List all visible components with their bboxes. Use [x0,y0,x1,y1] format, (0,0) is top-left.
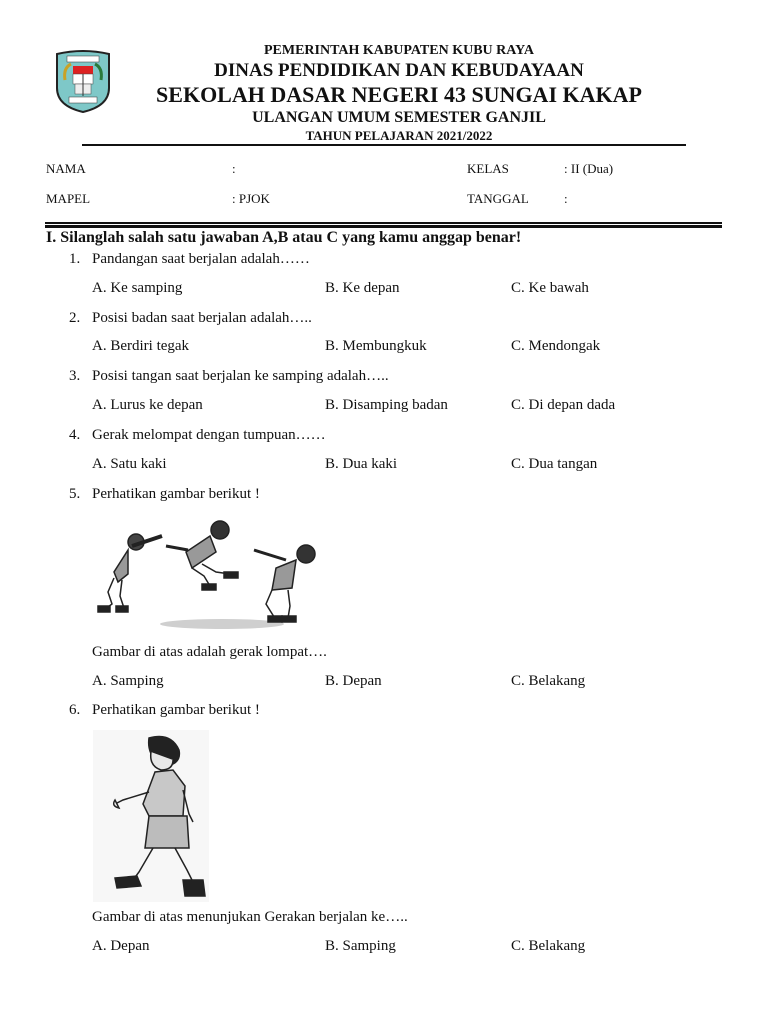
q5-option-c[interactable]: C. Belakang [511,673,586,689]
nama-field[interactable]: : [232,161,236,176]
question-text: Perhatikan gambar berikut ! [92,702,260,718]
header-divider [82,144,686,146]
academic-year: TAHUN PELAJARAN 2021/2022 [305,128,493,143]
question-text: Posisi badan saat berjalan adalah….. [92,310,312,326]
nama-label: NAMA [46,161,86,176]
kelas-value: : II (Dua) [564,161,614,176]
question-number: 6. [69,702,81,718]
question-6 [69,702,260,719]
q2-option-c[interactable]: C. Mendongak [511,338,601,354]
q5-option-b[interactable]: B. Depan [325,673,382,689]
q1-option-b[interactable]: B. Ke depan [325,280,400,296]
question-text: Pandangan saat berjalan adalah…… [92,251,310,267]
double-divider-thin [45,222,722,224]
q5-option-a[interactable]: A. Samping [92,673,164,689]
question-2 [69,310,312,327]
tanggal-field[interactable]: : [564,191,568,206]
q4-option-c[interactable]: C. Dua tangan [511,456,598,472]
q4-option-a[interactable]: A. Satu kaki [92,456,167,472]
department-title: DINAS PENDIDIKAN DAN KEBUDAYAAN [214,60,584,81]
q2-option-a[interactable]: A. Berdiri tegak [92,338,190,354]
mapel-label: MAPEL [46,191,91,206]
walking-boy-illustration [93,730,209,902]
school-name: SEKOLAH DASAR NEGERI 43 SUNGAI KAKAP [156,82,642,107]
question-number: 5. [69,486,81,502]
q3-option-c[interactable]: C. Di depan dada [511,397,616,413]
q1-option-a[interactable]: A. Ke samping [92,280,183,296]
question-4 [69,427,326,444]
question-text: Perhatikan gambar berikut ! [92,486,260,502]
question-text: Gerak melompat dengan tumpuan…… [92,427,326,443]
q6-option-a[interactable]: A. Depan [92,938,150,954]
question-number: 2. [69,310,81,326]
exam-title: ULANGAN UMUM SEMESTER GANJIL [252,109,546,126]
q6-option-b[interactable]: B. Samping [325,938,396,954]
question-number: 1. [69,251,81,267]
mapel-value: : PJOK [232,191,270,206]
government-title: PEMERINTAH KABUPATEN KUBU RAYA [263,43,535,58]
kelas-label: KELAS [467,161,509,176]
question-number: 4. [69,427,81,443]
section-instruction: I. Silanglah salah satu jawaban A,B atau C yang kamu anggap benar! [46,229,522,246]
question-5 [69,486,260,503]
question-1 [69,251,310,268]
question-3 [69,368,389,385]
q3-option-b[interactable]: B. Disamping badan [325,397,448,413]
q6-option-c[interactable]: C. Belakang [511,938,586,954]
q1-option-c[interactable]: C. Ke bawah [511,280,589,296]
question-number: 3. [69,368,81,384]
jumping-boy-illustration [92,512,328,632]
question-6-followup: Gambar di atas menunjukan Gerakan berjalan ke….. [92,909,408,925]
double-divider-thick [45,225,722,228]
q3-option-a[interactable]: A. Lurus ke depan [92,397,203,413]
question-5-followup: Gambar di atas adalah gerak lompat…. [92,644,327,660]
q4-option-b[interactable]: B. Dua kaki [325,456,398,472]
question-text: Posisi tangan saat berjalan ke samping adalah….. [92,368,389,384]
tanggal-label: TANGGAL [467,191,529,206]
q2-option-b[interactable]: B. Membungkuk [325,338,427,354]
